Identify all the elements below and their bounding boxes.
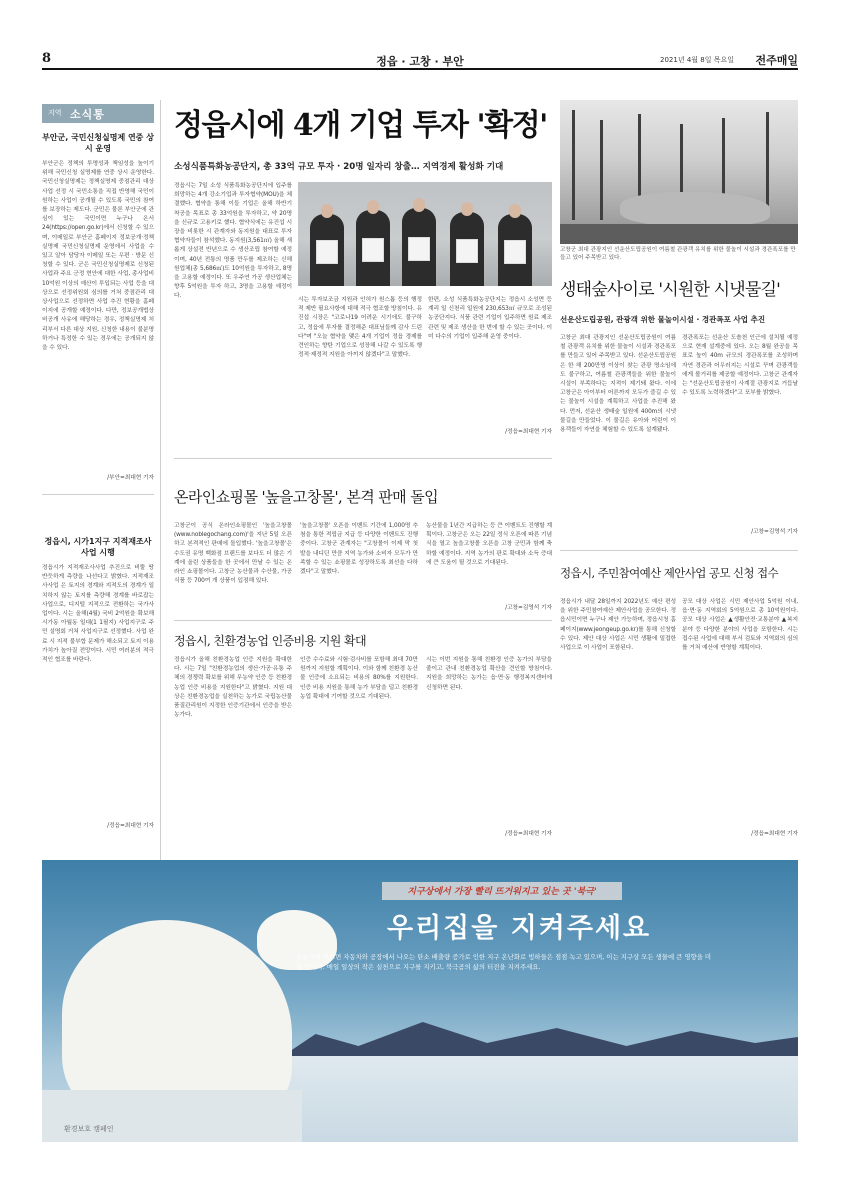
- publication-name: 전주매일: [755, 54, 798, 67]
- brief2-byline: /정읍=최대현 기자: [107, 823, 154, 829]
- online-body-col1: 고창군이 공식 온라인쇼핑몰인 '높을고창몰(www.noblegochang.com)'을 지난 5일 오픈하고 본격적인 판매에 돌입했다. '높을고창몰'은 수도권 유명 백화점 브랜드를 보다도 더 많은 기계에 올린 상품들을 한 곳에서 만날 수 있는 온라인 쇼핑몰이다. 고창군 농산물과 수산물, 가공식품 등 700여 개 상품이 입점해 있다.: [174, 523, 292, 585]
- brief1-title: 부안군, 국민신청실명제 연중 상시 운영: [42, 133, 154, 153]
- stream-headline: 생태숲사이로 '시원한 시냇물길': [560, 280, 781, 300]
- eco-headline: 정읍시, 친환경농업 인증비용 지원 확대: [174, 634, 366, 648]
- brief-label-small: 지역: [48, 109, 62, 117]
- main-body-col2: 시는 투자보조금 지원과 인허가 원스톱 등의 행정적 제반 필요사항에 대해 적극 협조할 방침이다. 유진섭 시장은 "코로나19 어려운 시기에도 불구하고, 정읍에 투자를 결정해준 대표님들께 감사 드린다"며 "오늘 협약을 맺은 4개 기업이 정읍 경제를 견인하는 향탄 기업으로 성장해 나갈 수 있도록 행정적·제정적 지원을 아끼지 않겠다"고 말했다.: [298, 297, 422, 359]
- brief1-body: 부안군은 정책의 투명성과 책임성을 높이기 위해 국민신청 실명제를 연중 상시 운영한다. 국민신청실명제는 정책실명제 중점관리 대상사업 선정 시 국민소통을 직접 반영해 국민이 원하는 사업이 공개될 수 있도록 국민의 참여를 보장하는 제도다. 군민은 물론 부안군에 관심이 있는 국민이면 누구나 온서 24(https://open.go.kr)에서 신청할 수 있으며, 이메일로 부안군 홈페이지 정보공개·정책실명제 국민신청실명제 운영에서 사업을 수 있고 알아 담당자 이메일 또는 우편 · 방문 신청할 수 있다. 군은 국민신청실명제로 신청된 사업과 주요 군정 현안에 대한 사업, 총사업비 10억원 이상의 예산이 투입되는 사업 등을 대상으로 선정위원회 심의를 거쳐 중점관리 대상사업으로 선정하면 사업 추진 현황을 홈페이지에 공개할 예정이다. 다만, 정보공개법상 비공개 사유에 해당하는 경우, 정책실명제 처리부서 다른 대상 지원, 신청한 내용이 불분명하거나 특정한 수 있는 경우에는 공개되지 않을 수 있다.: [42, 161, 154, 352]
- main-body-col1: 정읍시는 7일 소성 식품특화농공단지에 입주를 희망하는 4개 강소기업과 투자협약(MOU)을 체결했다. 협약을 통해 이들 기업은 올해 하반기 착공을 목표로 총 33억원을 투자하고, 약 20명을 신규로 고용키로 했다. 협약식에는 유진섭 시장을 비롯한 시 관계자와 동지원을 대표로 투자 협약자들이 참석했다. 동지원(3,561㎡) 올해 새롭게 상설전 반년으로 수 생산조립 참여할 예정이며, 40년 전통의 명품 만두를 제조하는 신해원업체(총 5,686㎡)도 10억원을 투자하고, 8명을 고용할 예정이다. 또 우주연 가공 생산업체는 향후 5억원을 투자 하고, 3명을 고용할 예정이다.: [174, 183, 292, 300]
- eco-body-col1: 정읍시가 올해 친환경농업 인증 지원을 확대한다. 시는 7일 "친환경농업의 생산·가공·유통 주체의 경쟁력 확보를 위해 무농약 인증 등 친환경농업 인증 비용을 지원한다"고 밝혔다. 지원 대상은 친환경농업을 실천하는 농가로 국립농산물품질관리원이 지정한 인증기관에서 인증을 받은 농가다.: [174, 657, 292, 719]
- ad-footer: 환경보호 캠페인: [64, 1125, 114, 1133]
- section-title: 정읍 · 고창 · 부안: [376, 55, 464, 68]
- stream-body-col2: 경관폭포는 선운산 도솔천 인근에 설치될 예정으로 현재 설계중에 있다. 오는 8월 완공을 목표로 높이 40m 규모의 경관폭포를 조성하며 자연 경관과 어우러지는 시설로 꾸며 관광객들에게 볼거리를 제공할 예정이다. 고창군 관계자는 "선운산도립공원이 사계절 관광지로 거듭날 수 있도록 노력하겠다"고 포부를 밝혔다.: [682, 335, 798, 397]
- budget-byline: /정읍=최대현 기자: [751, 831, 798, 837]
- eco-byline: /정읍=최대현 기자: [505, 831, 552, 837]
- signing-ceremony-photo: [298, 182, 552, 286]
- main-headline: 정읍시에 4개 기업 투자 '확정': [174, 108, 547, 143]
- stream-byline: /고창=김영석 기자: [751, 529, 798, 535]
- divider: [174, 620, 552, 621]
- main-byline: /정읍=최대현 기자: [505, 429, 552, 435]
- eco-body-col3: 시는 이번 지원을 통해 친환경 인증 농가의 부담을 줄이고 관내 친환경농업 확산을 견인할 방침이다. 지원을 희망하는 농가는 읍·면·동 행정복지센터에 신청하면 된다.: [426, 657, 552, 691]
- main-body-col3: 한편, 소성 식품특화농공단지는 정읍시 소성면 등계리 일 신천리 일원에 230,653㎡ 규모로 조성된 농공단지다. 식품 관련 기업이 입주하면 원료 제조 관련 및 제조 생산을 한 번에 할 수 있는 곳이다. 이미 다수의 기업이 입주해 운영 중이다.: [428, 297, 552, 340]
- stream-body-col1: 고창군 최대 관광지인 선운산도립공원이 여름철 관광객 유치를 위한 물놀이 시설과 경관폭포를 만들고 있어 주목받고 있다. 선운산도립공원은 한 해 200만명 이상이 찾는 관광 명소임에도 불구하고, 여름철 관광객들을 위한 물놀이 시설이 부족하다는 지적이 제기돼 왔다. 이에 고창군은 아이부터 어른까지 모두가 즐길 수 있는 물놀이 시설을 계획하고 사업을 추진해 왔다. 먼저, 선운산 생태숲 일원에 400m의 시냇물길을 만들었다. 이 물길은 유아와 어린이 이용객들이 자연을 체험할 수 있도록 설계됐다.: [560, 335, 676, 434]
- ad-body: 전문가에 따르면 자동차와 공장에서 나오는 탄소 배출량 증가로 인한 지구 온난화로 빙하들은 점점 녹고 있으며, 이는 지구상 모든 생물에 큰 영향을 미칠 것이다. 매일 일상의 작은 실천으로 지구를 지키고, 북극곰의 삶의 터전을 지켜주세요.: [296, 953, 712, 971]
- brief2-body: 정읍시가 지적재조사사업 추진으로 비뚤 땅 반듯하게 측량을 나선다고 밝혔다. 지적재조사사업 은 토지의 경계와 지적도의 경계가 일치하지 않는 토지를 측량해 경계를 바로잡는 사업으로, 디지털 지적으로 전환하는 국가사업이다. 시는 올해(4월) 국비 2억원을 확보해 시가동 아월동 일대(1 1필지) 사업지구로 주민 설명회 거쳐 사업지구로 선정했다. 사업 완료 시 지적 불부합 문제가 해소되고 토지 이용 가치가 높아질 전망이다. 시민 여러분의 적극적인 협조를 바란다.: [42, 565, 154, 664]
- column-divider: [160, 100, 161, 870]
- brief-label-big: 소식통: [70, 108, 105, 121]
- online-byline: /고창=김영석 기자: [505, 605, 552, 611]
- divider: [42, 494, 154, 495]
- ad-headline: 우리집을 지켜주세요: [387, 913, 652, 944]
- brief2-title: 정읍시, 시가1지구 지적재조사사업 시행: [44, 537, 152, 557]
- polar-bear-campaign-ad: [42, 860, 798, 1142]
- budget-body-col2: 공모 대상 사업은 시민 제안사업 5억원 이내, 읍·면·동 지역회의 5억원으로 총 10억원이다. 공모 대상 사업은 ▲생활안전·교통분야 ▲복지분야 등 다양한 분야의 사업을 포함한다. 시는 접수된 사업에 대해 부서 검토와 지역회의 심의를 거쳐 예산에 반영할 계획이다.: [682, 599, 798, 652]
- online-body-col2: '높을고창몰' 오픈을 이벤트 기간에 1,000명 추첨을 통한 적립금 지급 등 다양한 이벤트도 진행 중이다. 고창군 관계자는 "고창몰이 이제 막 첫발을 내디딘 만큼 지역 농가와 소비자 모두가 만족할 수 있는 쇼핑몰로 성장하도록 최선을 다하겠다"고 말했다.: [300, 523, 418, 576]
- budget-headline: 정읍시, 주민참여예산 제안사업 공모 신청 접수: [560, 566, 779, 580]
- page-number: 8: [42, 51, 52, 66]
- divider: [560, 550, 798, 551]
- ad-tagline: 지구상에서 가장 빨리 뜨거워지고 있는 곳 '북극': [407, 887, 597, 897]
- stream-park-photo: [560, 100, 798, 244]
- brief1-byline: /부안=최대현 기자: [107, 475, 154, 481]
- stream-subheadline: 선운산도립공원, 관광객 위한 물놀이시설 · 경관폭포 사업 추진: [560, 315, 766, 324]
- main-subheadline: 소성식품특화농공단지, 총 33억 규모 투자 · 20명 일자리 창출… 지역경제 활성화 기대: [174, 162, 504, 172]
- photo-caption: 고창군 최대 관광지인 선운산도립공원이 여름철 관광객 유치를 위한 물놀이 시설과 경관폭포를 만들고 있어 주목받고 있다.: [560, 247, 796, 261]
- issue-date: 2021년 4월 8일 목요일: [660, 56, 734, 64]
- budget-body-col1: 정읍시가 내달 28일까지 2022년도 예산 편성을 위한 주민참여예산 제안사업을 공모한다. 정읍시민이면 누구나 제안 가능하며, 정읍시청 홈페이지(www.jeongeup.go.kr)를 통해 신청할 수 있다. 제안 대상 사업은 시민 생활에 밀접한 사업으로 이 사업이 포함된다.: [560, 599, 676, 652]
- page-header: [42, 50, 798, 70]
- eco-body-col2: 인증 수수료와 시험·검사비를 포함해 최대 70만원까지 지원할 계획이다. 이와 함께 친환경 농산물 인증에 소요되는 비용의 80%를 지원한다. 인증 비용 지원을 통해 농가 부담을 덜고 친환경 농업 확대에 기여할 것으로 기대된다.: [300, 657, 418, 700]
- online-headline: 온라인쇼핑몰 '높을고창몰', 본격 판매 돌입: [174, 488, 439, 506]
- divider: [174, 458, 552, 459]
- brief-section-label: [42, 104, 154, 123]
- online-body-col3: 농산물을 1년간 지급하는 등 큰 이벤트도 진행할 계획이다. 고창군은 오는 22일 정식 오픈에 따른 기념식을 열고 높을고창몰 오픈을 고창 군민과 함께 축하할 예정이다. 지역 농가의 판로 확대와 소득 증대에 큰 도움이 될 것으로 기대된다.: [426, 523, 552, 566]
